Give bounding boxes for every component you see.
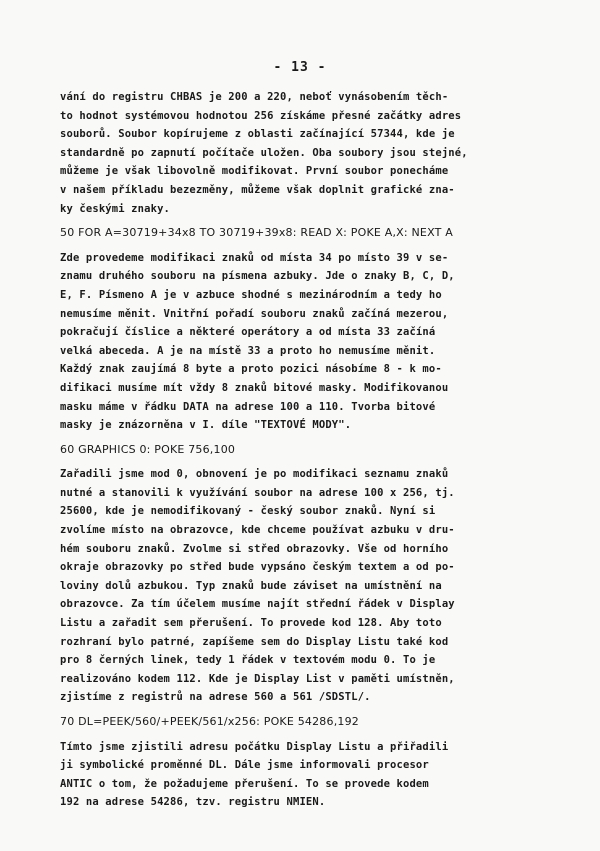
code-line-70: 70 DL=PEEK/560/+PEEK/561/x256: POKE 54286,192 [60,715,359,728]
text-line: okraje obrazovky po střed bude vypsáno českým textem a od po- [60,561,455,574]
code-line-50: 50 FOR A=30719+34x8 TO 30719+39x8: READ X: POKE A,X: NEXT A [60,226,453,240]
text-line: to hodnot systémovou hodnotou 256 získáme přesné začátky adres [60,109,462,122]
text-line: Každý znak zaujímá 8 byte a proto pozici násobíme 8 - k mo- [60,363,442,376]
text-line: hém souboru znaků. Zvolme si střed obrazovky. Vše od horního [60,542,449,555]
text-line: Listu a zařadit sem přerušení. To provede kod 128. Aby toto [60,617,442,630]
text-line: 192 na adrese 54286, tzv. registru NMIEN. [60,796,326,809]
text-line: masku máme v řádku DATA na adrese 100 a 110. Tvorba bitové [60,400,436,413]
paragraph-4 [60,738,560,812]
text-line: Tímto jsme zjistili adresu počátku Display Listu a přiřadili [60,740,449,753]
text-line: pokračují číslice a některé operátory a od místa 33 začíná [60,326,436,339]
text-line: znamu druhého souboru na písmena azbuky. Jde o znaky B, C, D, [60,270,455,283]
paragraph-1 [60,88,560,218]
text-line: souborů. Soubor kopírujeme z oblasti začínající 57344, kde je [60,128,455,141]
text-line: ANTIC o tom, že požadujeme přerušení. To se provede kodem [60,777,429,790]
text-line: loviny dolů azbukou. Typ znaků bude záviset na umístnění na [60,579,442,592]
text-line: v našem příkladu bezezměny, můžeme však doplnit grafické zna- [60,183,455,196]
paragraph-2 [60,249,560,435]
page-content [60,88,560,818]
text-line: nemusíme měnit. Vnitřní pořadí souboru znaků začíná mezerou, [60,307,449,320]
text-line: realizováno kodem 112. Kde je Display List v paměti umístněn, [60,672,455,685]
text-line: masky je znázorněna v I. díle "TEXTOVÉ MODY". [60,419,352,432]
code-line-60: 60 GRAPHICS 0: POKE 756,100 [60,442,236,456]
text-line: nutné a stanovili k využívání soubor na adrese 100 x 256, tj. [60,486,455,499]
text-line: zjistíme z registrů na adrese 560 a 561 /SDSTL/. [60,691,371,704]
text-line: rozhraní bylo patrné, zapíšeme sem do Display Listu také kod [60,635,449,648]
text-line: velká abeceda. A je na místě 33 a proto ho nemusíme měnit. [60,344,436,357]
text-line: E, F. Písmeno A je v azbuce shodné s mezinárodním a tedy ho [60,288,442,301]
text-line: vání do registru CHBAS je 200 a 220, neboť vynásobením těch- [60,91,449,103]
text-line: můžeme je však libovolně modifikovat. První soubor ponecháme [60,165,449,178]
text-line: difikaci musíme mít vždy 8 znaků bitové masky. Modifikovanou [60,381,449,394]
text-line: 25600, kde je nemodifikovaný - český soubor znaků. Nyní si [60,505,436,518]
text-line: pro 8 černých linek, tedy 1 řádek v textovém modu 0. To je [60,654,436,667]
text-line: ji symbolické proměnné DL. Dále jsme informovali procesor [60,759,429,772]
text-line: Zde provedeme modifikaci znaků od místa 34 po místo 39 v se- [60,251,449,264]
text-line: ky českými znaky. [60,202,171,215]
page-number: - 13 - [273,60,327,75]
text-line: zvolíme místo na obrazovce, kde chceme používat azbuku v dru- [60,524,455,537]
text-line: standardně po zapnutí počítače uložen. Oba soubory jsou stejné, [60,146,468,159]
text-line: obrazovce. Za tím účelem musíme najít střední řádek v Display [60,598,455,611]
text-line: Zařadili jsme mod 0, obnovení je po modifikaci seznamu znaků [60,468,449,481]
paragraph-3 [60,465,560,707]
